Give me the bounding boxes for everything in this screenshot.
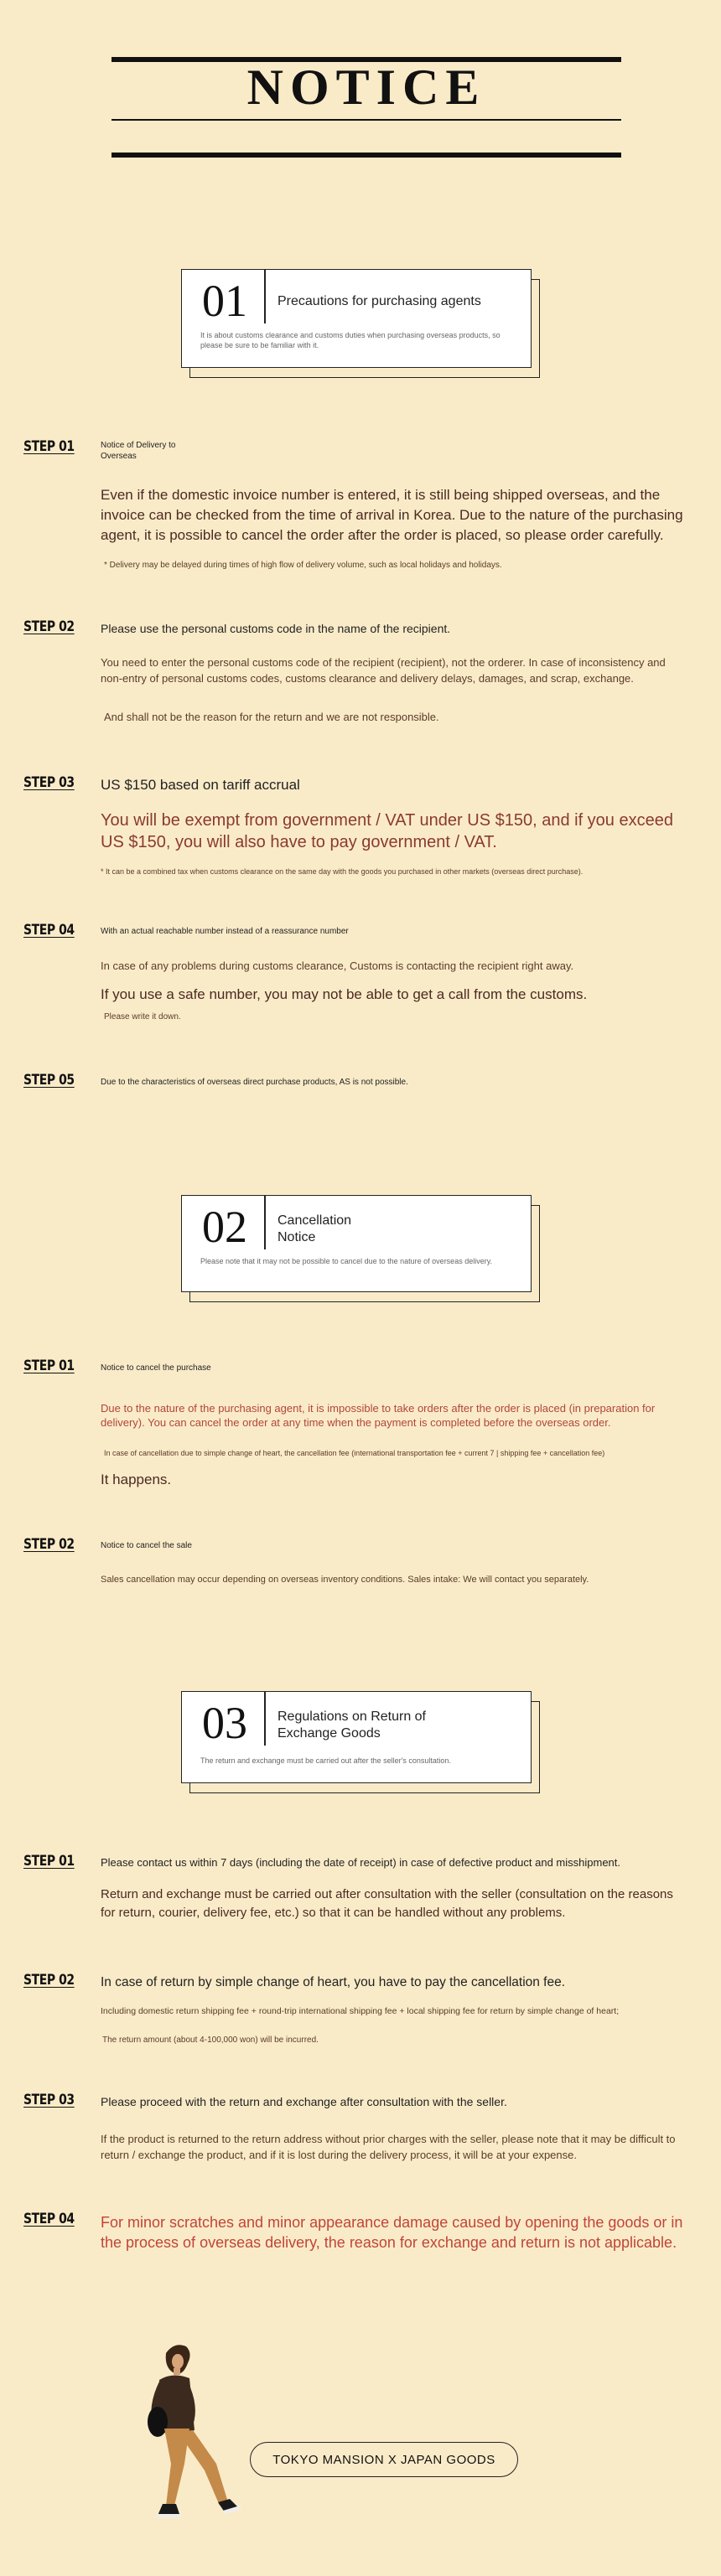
step-note: And shall not be the reason for the return and we are not responsible. bbox=[104, 711, 439, 723]
step-heading: Notice of Delivery to Overseas bbox=[101, 441, 176, 461]
step-label: STEP 01 bbox=[23, 1358, 75, 1374]
step-label: STEP 02 bbox=[23, 1972, 75, 1989]
section-title: Regulations on Return of Exchange Goods bbox=[278, 1710, 426, 1741]
step-heading: With an actual reachable number instead of a reassurance number bbox=[101, 927, 349, 936]
step-label: STEP 03 bbox=[23, 774, 75, 791]
section-number: 03 bbox=[202, 1698, 247, 1748]
step-label: STEP 04 bbox=[23, 2211, 75, 2227]
step-note: In case of cancellation due to simple change of heart, the cancellation fee (international transportation fee + current 7 | shipping fee + cancellation fee) bbox=[104, 1449, 605, 1457]
section-title: Cancellation Notice bbox=[278, 1213, 352, 1244]
step-heading: For minor scratches and minor appearance damage caused by opening the goods or in the process of overseas delivery, the reason for exchange and return is not applicable. bbox=[101, 2214, 683, 2251]
step-heading: US $150 based on tariff accrual bbox=[101, 777, 300, 793]
step-body: You will be exempt from government / VAT under US $150, and if you exceed US $150, you will also have to pay government / VAT. bbox=[101, 811, 673, 851]
section-subtitle: Please note that it may not be possible to cancel due to the nature of overseas delivery. bbox=[200, 1257, 493, 1265]
card-divider bbox=[264, 270, 266, 323]
step-label: STEP 04 bbox=[23, 922, 75, 939]
step-heading: In case of return by simple change of heart, you have to pay the cancellation fee. bbox=[101, 1975, 566, 1989]
section-number: 01 bbox=[202, 276, 247, 326]
step-note: * It can be a combined tax when customs clearance on the same day with the goods you purchased in other markets (overseas direct purchase). bbox=[101, 867, 584, 876]
step-heading: Please contact us within 7 days (including the date of receipt) in case of defective product and misshipment. bbox=[101, 1856, 621, 1869]
header-bottom-rule bbox=[112, 153, 621, 158]
step-heading: Notice to cancel the sale bbox=[101, 1541, 192, 1550]
step-body: Including domestic return shipping fee + round-trip international shipping fee + local shipping fee for return by simple change of heart; bbox=[101, 2006, 620, 2016]
walking-person-illustration bbox=[134, 2338, 268, 2556]
card-divider bbox=[264, 1692, 266, 1746]
step-heading: Please proceed with the return and exchange after consultation with the seller. bbox=[101, 2095, 507, 2108]
step-body: Even if the domestic invoice number is entered, it is still being shipped overseas, and the invoice can be checked from the time of arrival in Korea. Due to the nature of the purchasing agent, it is possible to cancel the order after the order is placed, so please order carefully. bbox=[101, 487, 683, 543]
step-heading: Due to the characteristics of overseas direct purchase products, AS is not possible. bbox=[101, 1078, 408, 1087]
step-label: STEP 02 bbox=[23, 618, 75, 635]
step-body: Due to the nature of the purchasing agent, it is impossible to take orders after the order is placed (in preparation for delivery). You can cancel the order at any time when the payment is completed before the overseas order. bbox=[101, 1402, 656, 1429]
step-body: Return and exchange must be carried out after consultation with the seller (consultation on the reasons for return, courier, delivery fee, etc.) so that it can be handled without any problems. bbox=[101, 1887, 673, 1920]
step-body-large: It happens. bbox=[101, 1472, 172, 1487]
section-subtitle: The return and exchange must be carried out after the seller's consultation. bbox=[200, 1756, 451, 1765]
step-note: * Delivery may be delayed during times of high flow of delivery volume, such as local holidays and holidays. bbox=[104, 561, 502, 570]
step-label: STEP 05 bbox=[23, 1072, 75, 1089]
brand-badge: TOKYO MANSION X JAPAN GOODS bbox=[250, 2442, 518, 2477]
step-body: Sales cancellation may occur depending on overseas inventory conditions. Sales intake: We will contact you separately. bbox=[101, 1575, 589, 1585]
step-label: STEP 01 bbox=[23, 1853, 75, 1870]
section-title: Precautions for purchasing agents bbox=[278, 294, 481, 308]
step-body: If the product is returned to the return address without prior charges with the seller, please note that it may be difficult to return / exchange the product, and if it is lost during the delivery process, it will be at your expense. bbox=[101, 2133, 676, 2161]
section-card-01 bbox=[181, 269, 532, 368]
section-number: 02 bbox=[202, 1202, 247, 1252]
step-note: Please write it down. bbox=[104, 1012, 181, 1022]
step-heading: Notice to cancel the purchase bbox=[101, 1363, 211, 1373]
section-card-02 bbox=[181, 1195, 532, 1292]
step-label: STEP 01 bbox=[23, 438, 75, 455]
section-subtitle: It is about customs clearance and customs duties when purchasing overseas products, so please be sure to be familiar with it. bbox=[200, 331, 501, 349]
step-body-large: If you use a safe number, you may not be able to get a call from the customs. bbox=[101, 986, 588, 1002]
step-label: STEP 02 bbox=[23, 1536, 75, 1553]
card-divider bbox=[264, 1196, 266, 1249]
page-title: NOTICE bbox=[246, 59, 486, 115]
step-label: STEP 03 bbox=[23, 2092, 75, 2108]
step-heading: Please use the personal customs code in the name of the recipient. bbox=[101, 622, 451, 635]
step-body: In case of any problems during customs clearance, Customs is contacting the recipient right away. bbox=[101, 960, 574, 972]
header-mid-rule bbox=[112, 119, 621, 121]
step-note: The return amount (about 4-100,000 won) will be incurred. bbox=[102, 2035, 319, 2045]
section-card-03 bbox=[181, 1691, 532, 1783]
step-body: You need to enter the personal customs code of the recipient (recipient), not the orderer. In case of inconsistency and non-entry of personal customs codes, customs clearance and delivery delays, damages, and scrap, exchange. bbox=[101, 656, 666, 685]
